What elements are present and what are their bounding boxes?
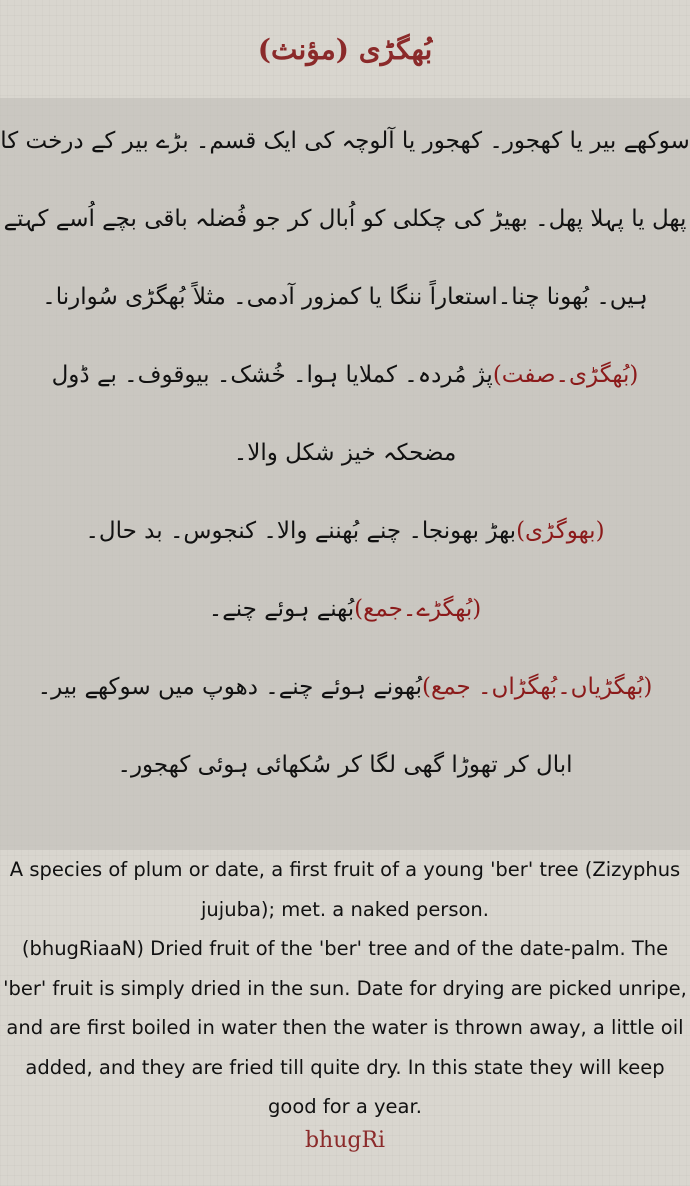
english-paragraph: A species of plum or date, a first fruit of a young 'ber' tree (Zizyphus jujuba); met. a naked person. bbox=[9, 858, 681, 921]
urdu-text: ہیں۔ بُھونا چنا۔استعاراً ننگا یا کمزور آدمی۔ مثلاً بُھگڑی سُوارنا۔ bbox=[42, 284, 648, 310]
urdu-text: پژ مُردہ۔ کملایا ہوا۔ خُشک۔ بیوقوف۔ بے ڈول bbox=[51, 362, 493, 388]
urdu-text: ابال کر تھوڑا گھی لگا کر سُکھائی ہوئی کھجور۔ bbox=[117, 752, 573, 778]
urdu-definition-line bbox=[0, 336, 690, 414]
urdu-definition-line bbox=[0, 726, 690, 804]
headword: بُھگڑی (مؤنث) bbox=[257, 32, 433, 66]
urdu-text: بُھنے ہوئے چنے۔ bbox=[208, 596, 355, 622]
urdu-text: بھڑ بھونجا۔ چنے بُھننے والا۔ کنجوس۔ بد حال۔ bbox=[85, 518, 517, 544]
urdu-definition-line bbox=[0, 492, 690, 570]
urdu-definition-line bbox=[0, 414, 690, 492]
headword-header bbox=[0, 0, 690, 98]
urdu-definition-line bbox=[0, 258, 690, 336]
urdu-text: مضحکہ خیز شکل والا۔ bbox=[233, 440, 457, 466]
english-definition bbox=[0, 850, 690, 1127]
urdu-text: بُھونے ہوئے چنے۔ دھوپ میں سوکھے بیر۔ bbox=[37, 674, 422, 700]
grammar-tag: (بُھگڑیاں۔بُھگڑاں۔ جمع) bbox=[422, 674, 653, 700]
grammar-tag: (بھوگڑی) bbox=[516, 518, 605, 544]
urdu-text: پھل یا پہلا پھل۔ بھیڑ کی چکلی کو اُبال کر جو فُضلہ باقی بچے اُسے کہتے bbox=[3, 206, 687, 232]
urdu-definition-block bbox=[0, 102, 690, 804]
grammar-tag: (بُھگڑے۔جمع) bbox=[354, 596, 482, 622]
english-paragraph: (bhugRiaaN) Dried fruit of the 'ber' tree and of the date-palm. The 'ber' fruit is simply dried in the sun. Date for drying are picked unripe, and are first boiled in water then the water is thrown away, a little oil added, and they are fried till quite dry. In this state they will keep good for a year. bbox=[3, 937, 687, 1118]
urdu-text: سوکھے بیر یا کھجور۔ کھجور یا آلوچہ کی ایک قسم۔ بڑے بیر کے درخت کا bbox=[0, 128, 690, 154]
urdu-definition-line bbox=[0, 102, 690, 180]
urdu-definition-line bbox=[0, 570, 690, 648]
grammar-tag: (بُھگڑی۔صفت) bbox=[492, 362, 639, 388]
transliteration: bhugRi bbox=[304, 1128, 386, 1153]
urdu-definition-line bbox=[0, 180, 690, 258]
urdu-definition-line bbox=[0, 648, 690, 726]
